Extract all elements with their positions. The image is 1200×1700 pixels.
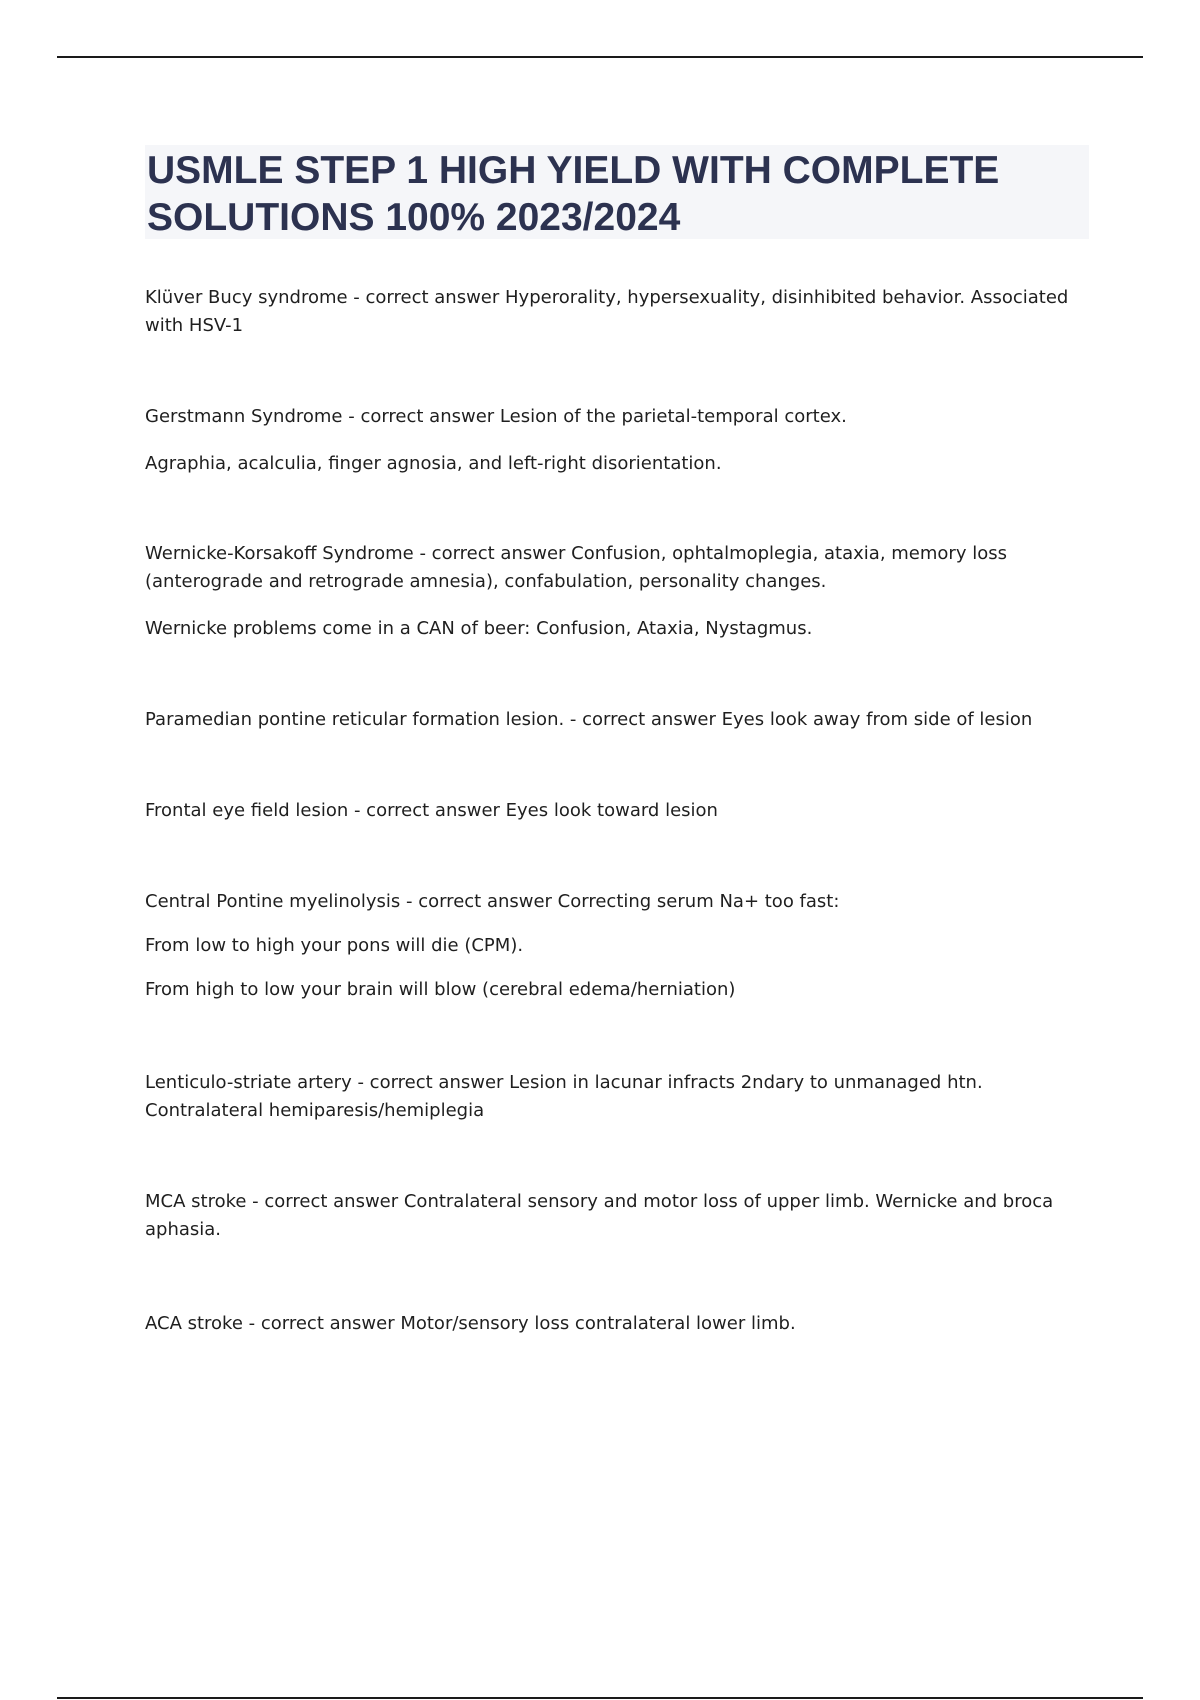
entry-kluver-bucy bbox=[145, 284, 1075, 340]
entry-paragraph: MCA stroke - correct answer Contralateral sensory and motor loss of upper limb. Wernicke and broca aphasia. bbox=[145, 1191, 1054, 1240]
entry-lenticulo-striate bbox=[145, 1069, 1075, 1125]
entry-paragraph: Lenticulo-striate artery - correct answer Lesion in lacunar infracts 2ndary to unmanaged htn. Contralateral hemiparesis/hemiplegia bbox=[145, 1072, 983, 1121]
entry-central-pontine-myelinolysis bbox=[145, 888, 1075, 1004]
entry-paragraph: Wernicke-Korsakoff Syndrome - correct answer Confusion, ophtalmoplegia, ataxia, memory loss (anterograde and retrograde amnesia), confabulation, personality changes. bbox=[145, 543, 1007, 592]
entry-wernicke-korsakoff bbox=[145, 540, 1075, 643]
entry-paragraph: Wernicke problems come in a CAN of beer: Confusion, Ataxia, Nystagmus. bbox=[145, 618, 813, 639]
entry-paragraph: Klüver Bucy syndrome - correct answer Hyperorality, hypersexuality, disinhibited behavior. Associated with HSV-1 bbox=[145, 287, 1069, 336]
entry-paragraph: ACA stroke - correct answer Motor/sensory loss contralateral lower limb. bbox=[145, 1313, 796, 1334]
entry-paragraph: From high to low your brain will blow (cerebral edema/herniation) bbox=[145, 979, 736, 1000]
entry-gerstmann bbox=[145, 403, 1075, 478]
entry-ppfr-lesion bbox=[145, 706, 1075, 734]
entry-paragraph: Gerstmann Syndrome - correct answer Lesion of the parietal-temporal cortex. bbox=[145, 406, 847, 427]
entry-paragraph: From low to high your pons will die (CPM). bbox=[145, 935, 524, 956]
entry-paragraph: Paramedian pontine reticular formation lesion. - correct answer Eyes look away from side of lesion bbox=[145, 709, 1033, 730]
entry-paragraph: Central Pontine myelinolysis - correct answer Correcting serum Na+ too fast: bbox=[145, 891, 840, 912]
entry-mca-stroke bbox=[145, 1188, 1075, 1244]
entry-aca-stroke bbox=[145, 1310, 1075, 1338]
document-title: USMLE STEP 1 HIGH YIELD WITH COMPLETE SOLUTIONS 100% 2023/2024 bbox=[147, 149, 1000, 239]
entry-paragraph: Frontal eye field lesion - correct answer Eyes look toward lesion bbox=[145, 800, 718, 821]
bottom-divider bbox=[57, 1697, 1143, 1699]
top-divider bbox=[57, 56, 1143, 58]
entry-frontal-eye-field bbox=[145, 797, 1075, 825]
entry-paragraph: Agraphia, acalculia, finger agnosia, and left-right disorientation. bbox=[145, 453, 722, 474]
title-block bbox=[145, 145, 1089, 239]
